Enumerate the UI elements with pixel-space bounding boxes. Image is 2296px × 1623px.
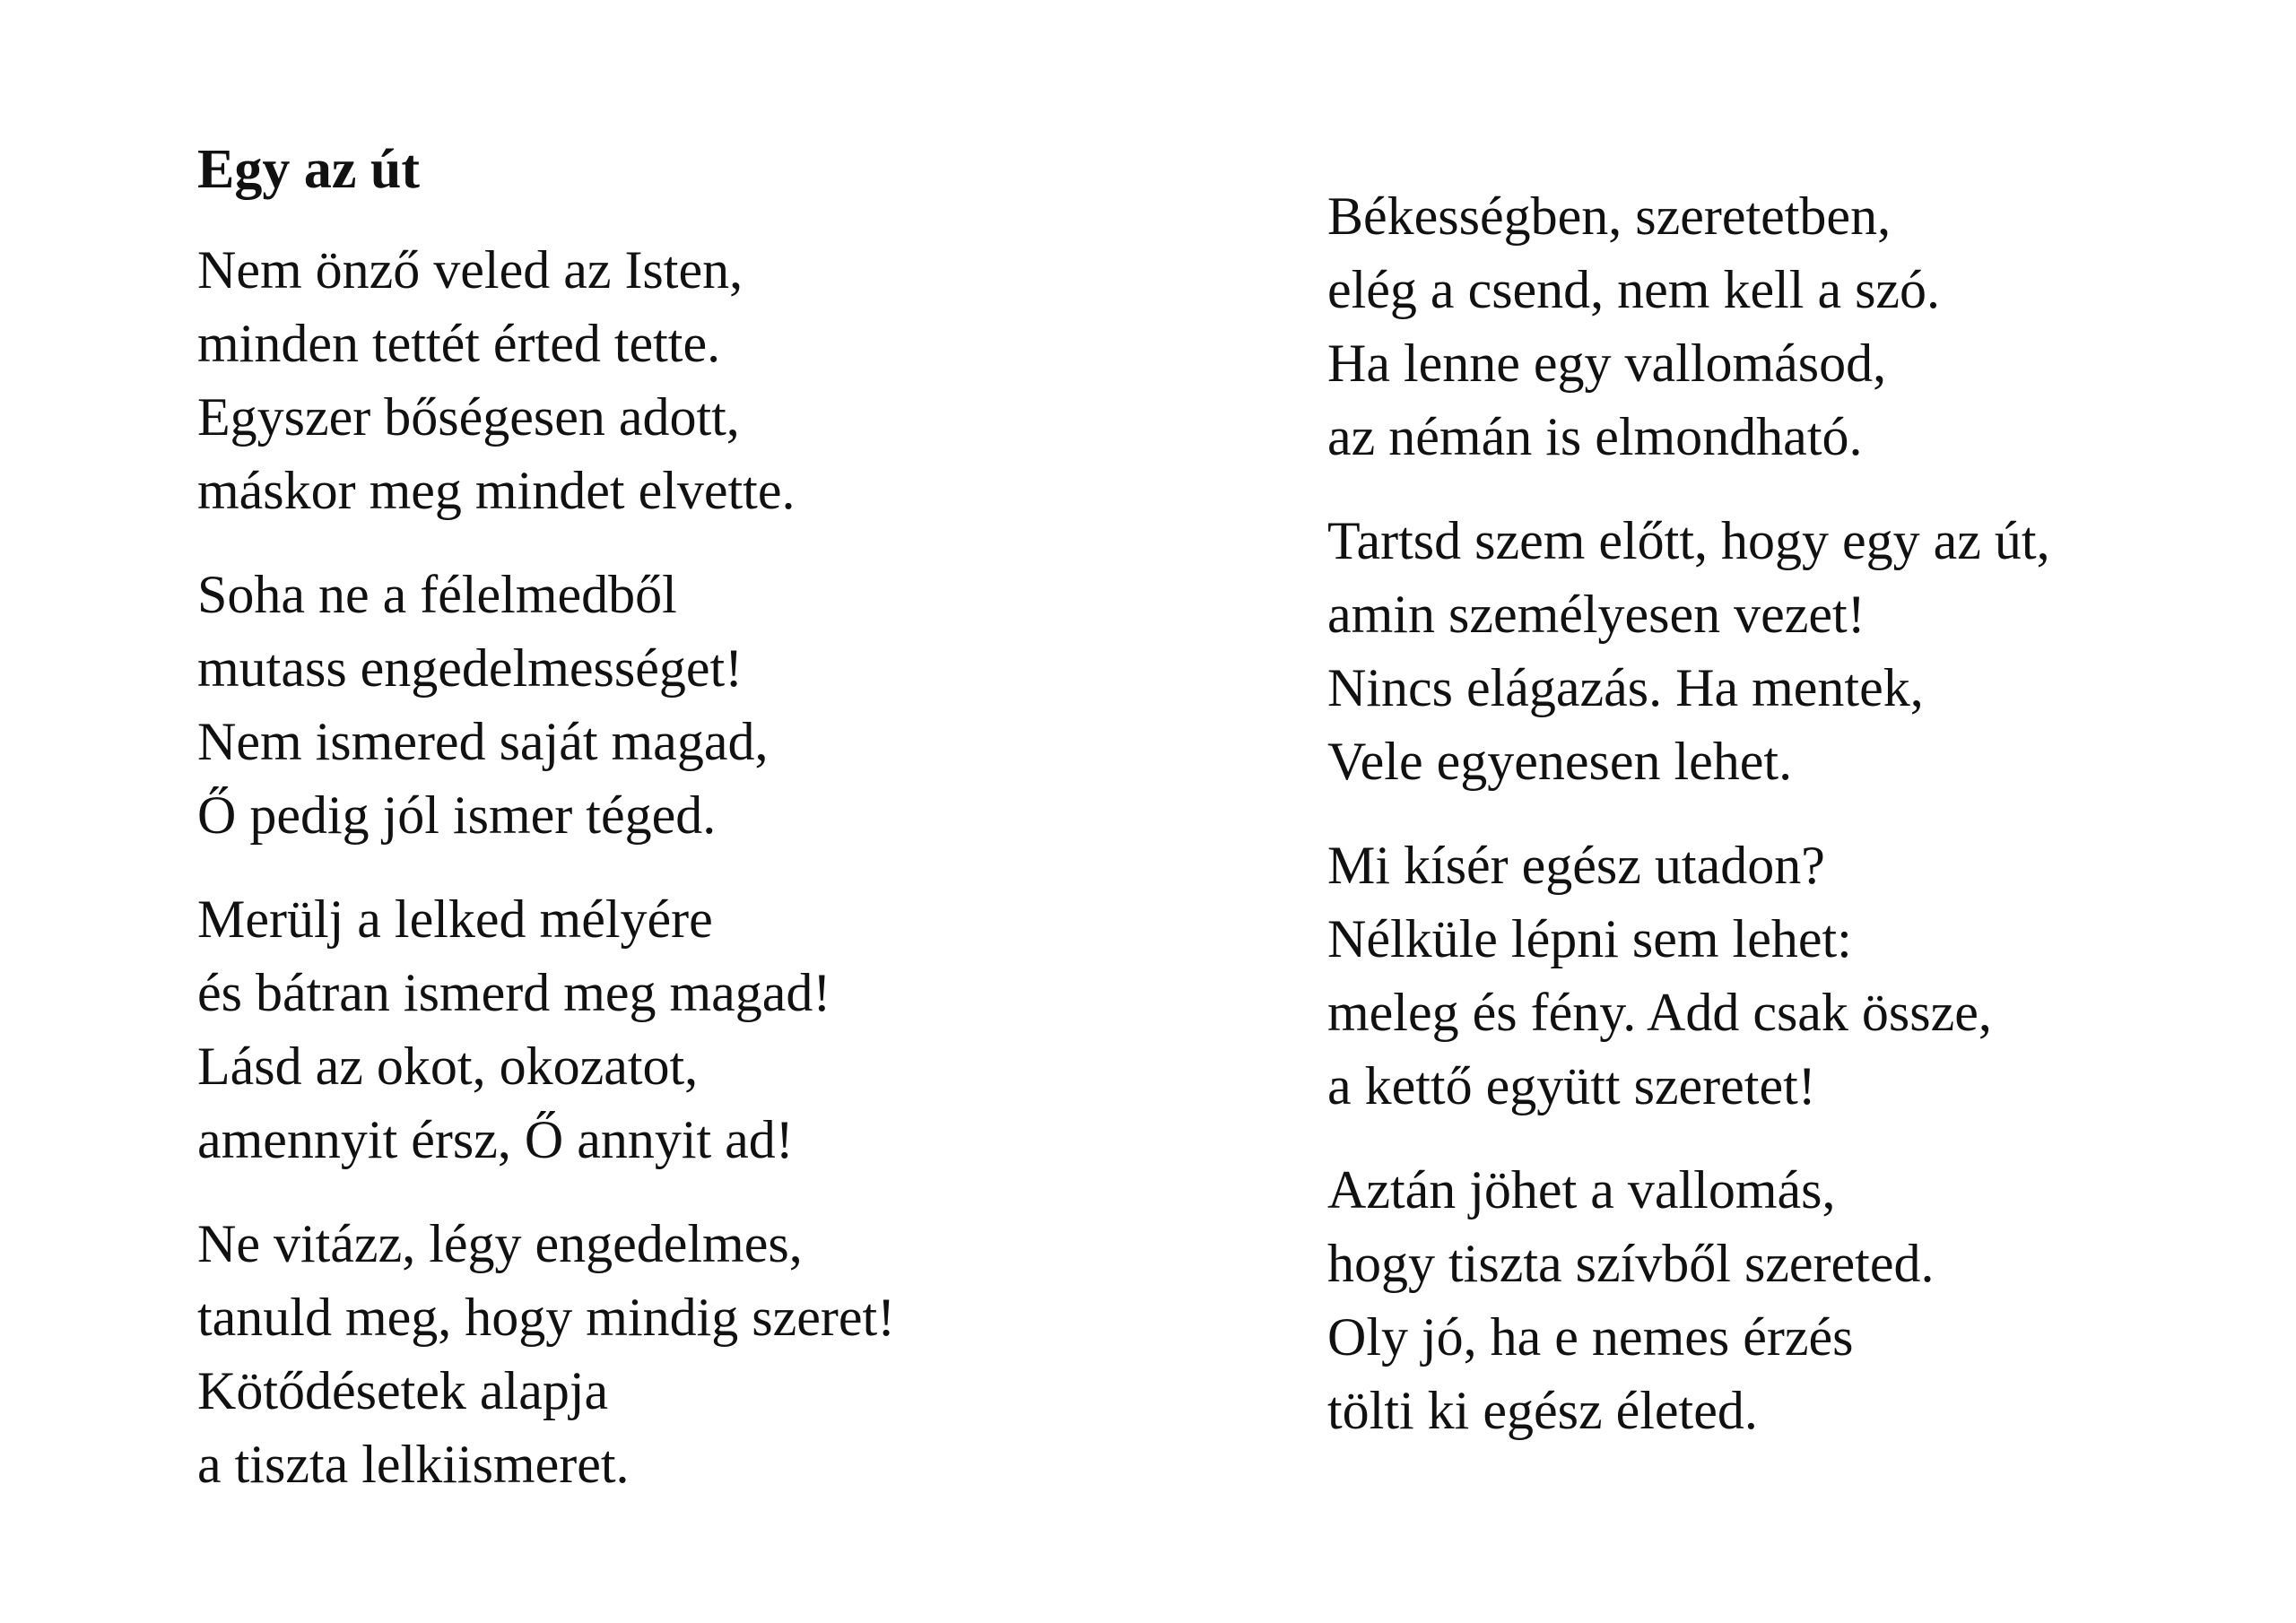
verse-line: és bátran ismerd meg magad! <box>197 963 831 1022</box>
verse-line: Nincs elágazás. Ha mentek, <box>1327 658 1924 717</box>
stanza-7 <box>1327 829 2260 1123</box>
stanza-5 <box>1327 179 2260 473</box>
stanza-2 <box>197 558 1094 852</box>
verse-line: az némán is elmondható. <box>1327 407 1863 466</box>
verse-line: Lásd az okot, okozatot, <box>197 1037 699 1096</box>
verse-line: meleg és fény. Add csak össze, <box>1327 983 1992 1042</box>
verse-line: Soha ne a félelmedből <box>197 565 677 624</box>
verse-line: Merülj a lelked mélyére <box>197 890 713 949</box>
poem-title: Egy az út <box>197 139 420 200</box>
verse-line: Oly jó, ha e nemes érzés <box>1327 1307 1854 1367</box>
stanza-1 <box>197 233 1094 527</box>
stanza-4 <box>197 1207 1094 1501</box>
verse-line: Vele egyenesen lehet. <box>1327 732 1793 791</box>
verse-line: a tiszta lelkiismeret. <box>197 1435 630 1494</box>
stanza-3 <box>197 882 1094 1176</box>
stanza-6 <box>1327 504 2260 798</box>
verse-line: Mi kísér egész utadon? <box>1327 836 1825 895</box>
verse-line: Egyszer bőségesen adott, <box>197 387 740 447</box>
verse-line: hogy tiszta szívből szereted. <box>1327 1234 1935 1293</box>
verse-line: Nem ismered saját magad, <box>197 712 769 771</box>
verse-line: tanuld meg, hogy mindig szeret! <box>197 1288 896 1347</box>
verse-line: Ne vitázz, légy engedelmes, <box>197 1214 803 1273</box>
verse-line: máskor meg mindet elvette. <box>197 461 796 520</box>
verse-line: Ő pedig jól ismer téged. <box>197 785 717 845</box>
stanza-8 <box>1327 1153 2260 1447</box>
poem-right-column <box>1327 179 2260 1478</box>
verse-line: Kötődésetek alapja <box>197 1361 609 1420</box>
verse-line: minden tettét érted tette. <box>197 314 721 373</box>
verse-line: elég a csend, nem kell a szó. <box>1327 260 1941 319</box>
verse-line: amin személyesen vezet! <box>1327 585 1866 644</box>
verse-line: Békességben, szeretetben, <box>1327 187 1892 246</box>
verse-line: Ha lenne egy vallomásod, <box>1327 334 1887 393</box>
verse-line: Aztán jöhet a vallomás, <box>1327 1160 1836 1219</box>
verse-line: Tartsd szem előtt, hogy egy az út, <box>1327 511 2050 570</box>
verse-line: mutass engedelmességet! <box>197 638 744 698</box>
verse-line: a kettő együtt szeretet! <box>1327 1056 1816 1115</box>
verse-line: Nélküle lépni sem lehet: <box>1327 909 1852 968</box>
verse-line: tölti ki egész életed. <box>1327 1381 1758 1440</box>
poem-left-column <box>197 133 1094 1532</box>
verse-line: Nem önző veled az Isten, <box>197 240 744 299</box>
verse-line: amennyit érsz, Ő annyit ad! <box>197 1110 794 1169</box>
